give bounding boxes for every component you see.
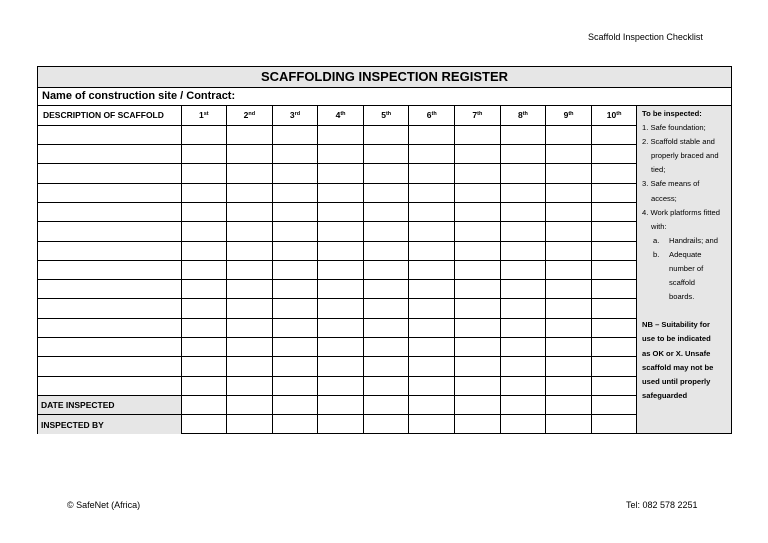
inspection-cell[interactable] [318, 338, 364, 357]
inspection-cell[interactable] [409, 395, 455, 414]
inspection-cell[interactable] [591, 145, 637, 164]
inspection-cell[interactable] [591, 376, 637, 395]
inspection-cell[interactable] [318, 164, 364, 183]
inspection-cell[interactable] [272, 318, 318, 337]
inspection-cell[interactable] [181, 415, 227, 434]
inspection-cell[interactable] [500, 145, 546, 164]
inspection-cell[interactable] [455, 318, 501, 337]
inspection-cell[interactable] [318, 299, 364, 318]
inspection-cell[interactable] [227, 318, 273, 337]
inspection-cell[interactable] [227, 395, 273, 414]
inspection-cell[interactable] [591, 241, 637, 260]
inspection-cell[interactable] [363, 202, 409, 221]
inspection-cell[interactable] [227, 376, 273, 395]
inspection-notes-panel [637, 106, 731, 433]
inspection-cell[interactable] [546, 125, 592, 144]
inspection-cell[interactable] [272, 260, 318, 279]
inspection-cell[interactable] [363, 241, 409, 260]
inspection-cell[interactable] [455, 376, 501, 395]
table-row [38, 338, 637, 357]
scaffold-description-cell[interactable] [38, 338, 181, 357]
table-row [38, 202, 637, 221]
inspection-column-header: 9th [546, 106, 592, 125]
inspection-cell[interactable] [181, 260, 227, 279]
inspection-cell[interactable] [409, 415, 455, 434]
inspection-cell[interactable] [318, 260, 364, 279]
nb-note [642, 318, 729, 403]
inspection-cell[interactable] [500, 415, 546, 434]
inspection-cell[interactable] [546, 241, 592, 260]
inspection-cell[interactable] [591, 164, 637, 183]
subitem-text: boards. [669, 292, 695, 302]
inspection-cell[interactable] [181, 395, 227, 414]
table-row [38, 280, 637, 299]
notes-item-4: 4. Work platforms fitted [642, 207, 720, 217]
inspection-cell[interactable] [318, 145, 364, 164]
inspection-cell[interactable] [318, 222, 364, 241]
scaffold-description-cell[interactable] [38, 202, 181, 221]
inspected-by-row [38, 415, 637, 434]
scaffold-description-cell[interactable] [38, 145, 181, 164]
inspection-cell[interactable] [363, 376, 409, 395]
date-inspected-row [38, 395, 637, 414]
inspection-cell[interactable] [455, 183, 501, 202]
inspection-cell[interactable] [363, 357, 409, 376]
inspection-cell[interactable] [181, 299, 227, 318]
inspection-cell[interactable] [227, 415, 273, 434]
table-row [38, 164, 637, 183]
description-header: DESCRIPTION OF SCAFFOLD [38, 106, 181, 125]
register-title: SCAFFOLDING INSPECTION REGISTER [38, 67, 731, 88]
inspection-cell[interactable] [455, 299, 501, 318]
inspection-cell[interactable] [546, 415, 592, 434]
subitem-text: Adequate [669, 249, 702, 259]
notes-subitem-b-cont [642, 262, 729, 276]
inspection-column-header: 10th [591, 106, 637, 125]
inspection-cell[interactable] [455, 395, 501, 414]
inspection-cell[interactable] [455, 202, 501, 221]
inspection-cell[interactable] [318, 202, 364, 221]
inspection-cell[interactable] [546, 260, 592, 279]
inspection-cell[interactable] [500, 280, 546, 299]
inspection-cell[interactable] [272, 164, 318, 183]
inspection-cell[interactable] [409, 145, 455, 164]
inspection-cell[interactable] [500, 183, 546, 202]
inspection-cell[interactable] [318, 125, 364, 144]
register-grid [38, 106, 637, 434]
inspection-cell[interactable] [227, 357, 273, 376]
inspection-cell[interactable] [363, 415, 409, 434]
inspection-cell[interactable] [181, 222, 227, 241]
inspection-cell[interactable] [546, 395, 592, 414]
site-contract-label: Name of construction site / Contract: [42, 90, 236, 102]
inspection-cell[interactable] [455, 338, 501, 357]
inspection-cell[interactable] [227, 260, 273, 279]
inspection-cell[interactable] [318, 183, 364, 202]
nb-line: used until properly [642, 376, 711, 386]
inspection-cell[interactable] [272, 415, 318, 434]
subitem-text: Handrails; and [669, 235, 718, 245]
inspection-column-header: 3rd [272, 106, 318, 125]
inspection-cell[interactable] [227, 299, 273, 318]
inspection-cell[interactable] [227, 280, 273, 299]
notes-item-2-cont: properly braced and [651, 151, 719, 161]
notes-subitem-b [642, 248, 729, 262]
inspection-cell[interactable] [546, 145, 592, 164]
scaffold-description-cell[interactable] [38, 164, 181, 183]
inspection-cell[interactable] [272, 299, 318, 318]
inspection-cell[interactable] [500, 260, 546, 279]
inspection-cell[interactable] [455, 222, 501, 241]
inspection-cell[interactable] [318, 318, 364, 337]
inspection-column-header: 8th [500, 106, 546, 125]
scaffold-description-cell[interactable] [38, 260, 181, 279]
inspection-cell[interactable] [409, 222, 455, 241]
inspection-cell[interactable] [409, 164, 455, 183]
inspection-cell[interactable] [363, 222, 409, 241]
row-label[interactable]: INSPECTED BY [38, 415, 181, 434]
table-row [38, 183, 637, 202]
table-row [38, 376, 637, 395]
inspection-register [37, 66, 732, 434]
inspection-cell[interactable] [181, 145, 227, 164]
row-label[interactable]: DATE INSPECTED [38, 395, 181, 414]
inspection-cell[interactable] [500, 395, 546, 414]
inspection-cell[interactable] [591, 260, 637, 279]
inspection-cell[interactable] [227, 241, 273, 260]
table-row [38, 357, 637, 376]
notes-item-2-cont: tied; [651, 165, 666, 175]
nb-line: NB – Suitability for [642, 320, 710, 330]
scaffold-description-cell[interactable] [38, 222, 181, 241]
inspection-cell[interactable] [363, 260, 409, 279]
inspection-cell[interactable] [455, 260, 501, 279]
inspection-cell[interactable] [227, 164, 273, 183]
inspection-cell[interactable] [500, 357, 546, 376]
inspection-cell[interactable] [363, 299, 409, 318]
inspection-cell[interactable] [409, 357, 455, 376]
inspection-cell[interactable] [500, 125, 546, 144]
inspection-cell[interactable] [546, 183, 592, 202]
notes-item-4-cont: with: [651, 221, 667, 231]
scaffold-description-cell[interactable] [38, 318, 181, 337]
inspection-cell[interactable] [546, 376, 592, 395]
inspection-cell[interactable] [272, 376, 318, 395]
table-row [38, 145, 637, 164]
inspection-cell[interactable] [363, 395, 409, 414]
inspection-cell[interactable] [318, 415, 364, 434]
inspection-cell[interactable] [272, 357, 318, 376]
inspection-cell[interactable] [455, 241, 501, 260]
inspection-cell[interactable] [409, 183, 455, 202]
inspection-cell[interactable] [500, 376, 546, 395]
footer-copyright: © SafeNet (Africa) [67, 500, 141, 510]
notes-heading: To be inspected: [642, 109, 702, 118]
document-header-title: Scaffold Inspection Checklist [588, 32, 703, 42]
inspection-cell[interactable] [591, 299, 637, 318]
inspection-cell[interactable] [409, 280, 455, 299]
inspection-cell[interactable] [318, 357, 364, 376]
inspection-cell[interactable] [409, 125, 455, 144]
notes-item-1: 1. Safe foundation; [642, 123, 706, 133]
inspection-cell[interactable] [363, 280, 409, 299]
inspection-cell[interactable] [500, 222, 546, 241]
nb-line: use to be indicated [642, 334, 711, 344]
inspection-cell[interactable] [227, 222, 273, 241]
inspection-cell[interactable] [272, 241, 318, 260]
inspection-cell[interactable] [591, 125, 637, 144]
inspection-cell[interactable] [409, 338, 455, 357]
inspection-cell[interactable] [272, 338, 318, 357]
inspection-cell[interactable] [591, 338, 637, 357]
subitem-text: number of [669, 264, 704, 274]
notes-item-2: 2. Scaffold stable and [642, 137, 715, 147]
table-row [38, 318, 637, 337]
inspection-column-header: 4th [318, 106, 364, 125]
scaffold-description-cell[interactable] [38, 376, 181, 395]
inspection-cell[interactable] [363, 338, 409, 357]
inspection-cell[interactable] [181, 376, 227, 395]
inspection-cell[interactable] [227, 338, 273, 357]
inspection-cell[interactable] [455, 145, 501, 164]
nb-line: as OK or X. Unsafe [642, 348, 711, 358]
subitem-letter: b. [653, 249, 660, 259]
inspection-cell[interactable] [181, 318, 227, 337]
notes-subitem-b-cont [642, 290, 729, 304]
inspection-cell[interactable] [272, 222, 318, 241]
inspection-cell[interactable] [591, 183, 637, 202]
inspection-cell[interactable] [546, 222, 592, 241]
inspection-cell[interactable] [409, 260, 455, 279]
subitem-text: scaffold [669, 278, 696, 288]
inspection-cell[interactable] [591, 318, 637, 337]
inspection-cell[interactable] [227, 145, 273, 164]
inspection-cell[interactable] [591, 280, 637, 299]
inspection-cell[interactable] [363, 145, 409, 164]
scaffold-description-cell[interactable] [38, 299, 181, 318]
inspection-cell[interactable] [272, 183, 318, 202]
inspection-cell[interactable] [272, 202, 318, 221]
inspection-cell[interactable] [455, 164, 501, 183]
notes-subitem-b-cont [642, 276, 729, 290]
inspection-cell[interactable] [500, 241, 546, 260]
inspection-cell[interactable] [363, 125, 409, 144]
inspection-cell[interactable] [227, 183, 273, 202]
notes-subitem-a [642, 234, 729, 248]
inspection-cell[interactable] [546, 299, 592, 318]
inspection-column-header: 2nd [227, 106, 273, 125]
inspection-cell[interactable] [181, 183, 227, 202]
inspection-cell[interactable] [363, 183, 409, 202]
inspection-cell[interactable] [272, 395, 318, 414]
inspection-cell[interactable] [591, 222, 637, 241]
inspection-cell[interactable] [181, 338, 227, 357]
inspection-column-header: 6th [409, 106, 455, 125]
scaffold-description-cell[interactable] [38, 241, 181, 260]
table-row [38, 222, 637, 241]
notes-item-3-cont: access; [651, 193, 677, 203]
inspection-cell[interactable] [500, 299, 546, 318]
table-row [38, 260, 637, 279]
inspection-cell[interactable] [181, 280, 227, 299]
notes-item-3: 3. Safe means of [642, 179, 700, 189]
inspection-cell[interactable] [409, 376, 455, 395]
inspection-cell[interactable] [409, 318, 455, 337]
inspection-cell[interactable] [318, 280, 364, 299]
inspection-cell[interactable] [363, 164, 409, 183]
inspection-cell[interactable] [272, 145, 318, 164]
inspection-cell[interactable] [318, 376, 364, 395]
inspection-cell[interactable] [181, 357, 227, 376]
table-row [38, 241, 637, 260]
table-row [38, 125, 637, 144]
inspection-cell[interactable] [181, 125, 227, 144]
inspection-cell[interactable] [591, 395, 637, 414]
inspection-cell[interactable] [591, 202, 637, 221]
inspection-cell[interactable] [455, 125, 501, 144]
inspection-cell[interactable] [409, 202, 455, 221]
inspection-cell[interactable] [500, 164, 546, 183]
subitem-letter: a. [653, 235, 660, 245]
inspection-cell[interactable] [181, 241, 227, 260]
nb-line: safeguarded [642, 390, 688, 400]
inspection-cell[interactable] [318, 241, 364, 260]
inspection-cell[interactable] [455, 357, 501, 376]
inspection-column-header: 5th [363, 106, 409, 125]
scaffold-description-cell[interactable] [38, 125, 181, 144]
inspection-column-header: 7th [455, 106, 501, 125]
footer-phone: Tel: 082 578 2251 [626, 500, 698, 510]
inspection-cell[interactable] [500, 338, 546, 357]
inspection-cell[interactable] [546, 164, 592, 183]
inspection-cell[interactable] [409, 241, 455, 260]
inspection-cell[interactable] [546, 202, 592, 221]
inspection-cell[interactable] [227, 202, 273, 221]
inspection-cell[interactable] [181, 164, 227, 183]
inspection-column-header: 1st [181, 106, 227, 125]
site-contract-row[interactable] [38, 88, 731, 106]
inspection-cell[interactable] [546, 318, 592, 337]
inspection-cell[interactable] [591, 357, 637, 376]
inspection-cell[interactable] [227, 125, 273, 144]
table-row [38, 299, 637, 318]
inspection-cell[interactable] [546, 280, 592, 299]
column-header-row [38, 106, 637, 125]
inspection-cell[interactable] [318, 395, 364, 414]
inspection-cell[interactable] [409, 299, 455, 318]
scaffold-description-cell[interactable] [38, 183, 181, 202]
inspection-cell[interactable] [272, 280, 318, 299]
inspection-cell[interactable] [181, 202, 227, 221]
inspection-cell[interactable] [272, 125, 318, 144]
inspection-cell[interactable] [546, 338, 592, 357]
inspection-cell[interactable] [500, 202, 546, 221]
inspection-cell[interactable] [500, 318, 546, 337]
inspection-cell[interactable] [363, 318, 409, 337]
scaffold-description-cell[interactable] [38, 280, 181, 299]
inspection-cell[interactable] [546, 357, 592, 376]
nb-line: scaffold may not be [642, 362, 714, 372]
inspection-cell[interactable] [591, 415, 637, 434]
scaffold-description-cell[interactable] [38, 357, 181, 376]
inspection-cell[interactable] [455, 280, 501, 299]
inspection-cell[interactable] [455, 415, 501, 434]
